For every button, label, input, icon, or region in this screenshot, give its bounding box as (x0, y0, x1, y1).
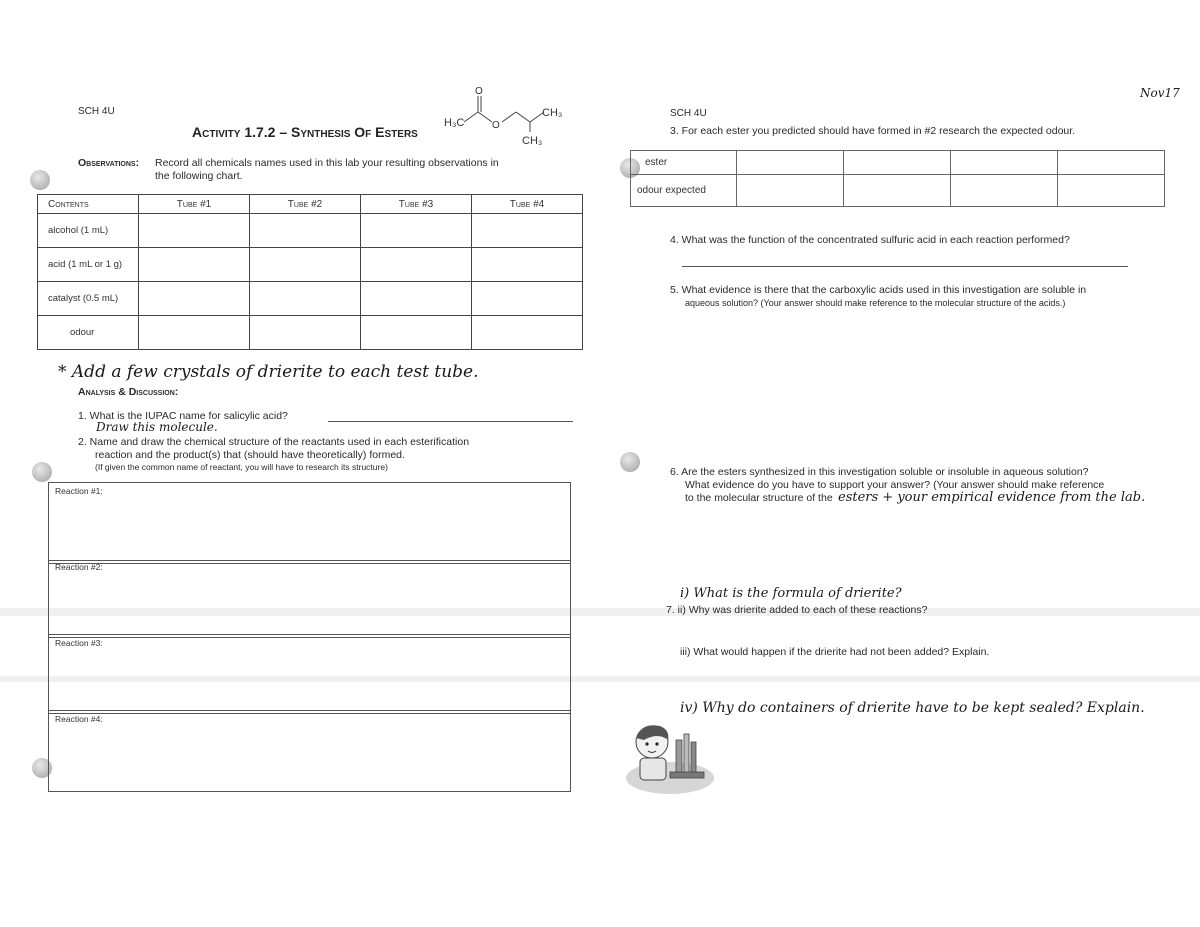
binder-hole (620, 452, 640, 472)
table-header-row (38, 195, 583, 214)
handwritten-q6-note: esters + your empirical evidence from the lab. (838, 490, 1146, 505)
header-tube-2: Tube #2 (250, 195, 361, 214)
row-label-ester: ester (631, 151, 737, 175)
question-5-line-1: 5. What evidence is there that the carboxylic acids used in this investigation are soluble in (670, 284, 1087, 296)
observations-instructions: Record all chemicals names used in this lab your resulting observations in (155, 157, 499, 169)
question-1: 1. What is the IUPAC name for salicylic acid? (78, 410, 288, 422)
molecule-ch3-bottom: CH₃ (522, 135, 543, 147)
question-3: 3. For each ester you predicted should have formed in #2 research the expected odour. (670, 125, 1076, 137)
row-label-alcohol: alcohol (1 mL) (38, 214, 139, 248)
course-code-right: SCH 4U (670, 108, 707, 119)
analysis-label: Analysis & Discussion: (78, 386, 179, 398)
reaction-label-1: Reaction #1: (55, 486, 103, 496)
question-6-line-2: What evidence do you have to support your answer? (Your answer should make reference (685, 479, 1105, 491)
molecule-oxygen-label: O (492, 120, 500, 131)
observations-label: Observations: (78, 157, 140, 169)
svg-text:O: O (475, 86, 483, 97)
table-row (38, 316, 583, 350)
question-7-iii: iii) What would happen if the drierite had not been added? Explain. (680, 646, 990, 658)
handwritten-q7-iv: iv) Why do containers of drierite have to be kept sealed? Explain. (680, 700, 1145, 716)
observations-instructions-2: the following chart. (155, 170, 243, 182)
molecule-ch3-top: CH₃ (542, 107, 563, 119)
reaction-box-2[interactable] (48, 560, 571, 638)
reaction-label-2: Reaction #2: (55, 562, 103, 572)
observations-table (37, 194, 583, 350)
question-2-note: (If given the common name of reactant, you will have to research its structure) (95, 462, 388, 472)
table-row (38, 214, 583, 248)
reaction-box-3[interactable] (48, 634, 571, 714)
reaction-box-1[interactable] (48, 482, 571, 564)
question-2-line-2: reaction and the product(s) that (should have theoretically) formed. (95, 449, 405, 461)
ester-molecule-diagram (440, 82, 570, 148)
binder-hole (32, 462, 52, 482)
question-6-line-1: 6. Are the esters synthesized in this investigation soluble or insoluble in aqueous solution? (670, 466, 1089, 478)
table-row (38, 282, 583, 316)
question-5-line-2: aqueous solution? (Your answer should make reference to the molecular structure of the acids.) (685, 298, 1066, 308)
odour-table (630, 150, 1165, 207)
header-tube-3: Tube #3 (361, 195, 472, 214)
page-title: Activity 1.7.2 – Synthesis Of Esters (192, 124, 418, 140)
table-row (631, 151, 1165, 175)
table-row (38, 248, 583, 282)
reaction-label-3: Reaction #3: (55, 638, 103, 648)
date-note: Nov17 (1140, 86, 1180, 100)
molecule-h3c-label: H₃C (444, 117, 465, 129)
scientist-cartoon-image (620, 712, 715, 796)
question-2-line-1: 2. Name and draw the chemical structure of the reactants used in each esterification (78, 436, 470, 448)
handwritten-q1-note: Draw this molecule. (96, 420, 218, 434)
question-6-line-3: to the molecular structure of the (685, 492, 833, 504)
row-label-odour-expected: odour expected (631, 175, 737, 207)
answer-line (682, 266, 1128, 267)
row-label-acid: acid (1 mL or 1 g) (38, 248, 139, 282)
question-7-ii: 7. ii) Why was drierite added to each of these reactions? (666, 604, 928, 616)
table-row (631, 175, 1165, 207)
handwritten-q7-i: i) What is the formula of drierite? (680, 586, 902, 601)
row-label-catalyst: catalyst (0.5 mL) (38, 282, 139, 316)
binder-hole (30, 170, 50, 190)
handwritten-drierite-note: * Add a few crystals of drierite to each test tube. (58, 362, 479, 382)
course-code-left: SCH 4U (78, 106, 115, 117)
row-label-odour: odour (38, 316, 139, 350)
answer-line (328, 421, 573, 422)
question-4: 4. What was the function of the concentrated sulfuric acid in each reaction performed? (670, 234, 1070, 246)
header-tube-4: Tube #4 (472, 195, 583, 214)
reaction-box-4[interactable] (48, 710, 571, 792)
header-tube-1: Tube #1 (139, 195, 250, 214)
header-contents: Contents (38, 195, 139, 214)
reaction-label-4: Reaction #4: (55, 714, 103, 724)
